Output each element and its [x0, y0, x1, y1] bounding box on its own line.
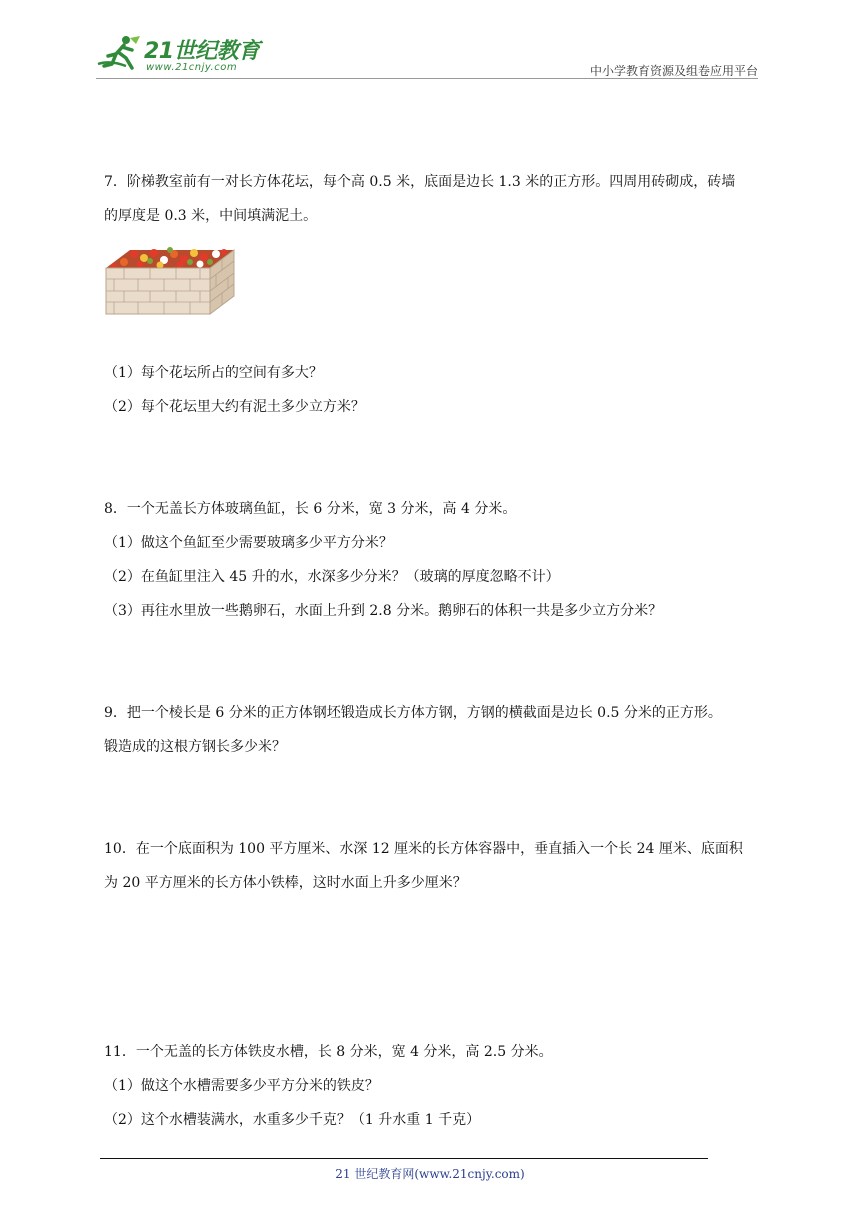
q11-line1: 11．一个无盖的长方体铁皮水槽，长 8 分米，宽 4 分米，高 2.5 分米。	[104, 1044, 553, 1060]
page-header	[96, 28, 758, 80]
q9-line2: 锻造成的这根方钢长多少米？	[104, 739, 286, 755]
q8-line1: 8．一个无盖长方体玻璃鱼缸，长 6 分米，宽 3 分米，高 4 分米。	[104, 501, 517, 517]
flower-bed-image	[104, 242, 236, 316]
q8-sub2: （2）在鱼缸里注入 45 升的水，水深多少分米？（玻璃的厚度忽略不计）	[104, 569, 560, 585]
q7-line2: 的厚度是 0.3 米，中间填满泥土。	[104, 208, 318, 224]
footer-source: 21 世纪教育网(www.21cnjy.com)	[335, 1167, 525, 1181]
site-logo	[96, 28, 266, 80]
q7-sub1: （1）每个花坛所占的空间有多大？	[104, 365, 323, 381]
q10-line2: 为 20 平方厘米的长方体小铁棒，这时水面上升多少厘米？	[104, 875, 467, 891]
q10-line1: 10．在一个底面积为 100 平方厘米、水深 12 厘米的长方体容器中，垂直插入一个长 24 厘米、底面积	[104, 841, 743, 857]
q11-sub1: （1）做这个水槽需要多少平方分米的铁皮？	[104, 1078, 379, 1094]
platform-title: 中小学教育资源及组卷应用平台	[589, 64, 758, 78]
header-divider	[96, 78, 758, 79]
runner-logo-icon	[96, 34, 142, 74]
q9-line1: 9．把一个棱长是 6 分米的正方体钢坯锻造成长方体方钢，方钢的横截面是边长 0.5 分米的正方形。	[104, 705, 722, 721]
q7-line1: 7．阶梯教室前有一对长方体花坛，每个高 0.5 米，底面是边长 1.3 米的正方形。四周用砖砌成，砖墙	[104, 174, 736, 190]
q8-sub3: （3）再往水里放一些鹅卵石，水面上升到 2.8 分米。鹅卵石的体积一共是多少立方分米？	[104, 603, 663, 619]
q11-sub2: （2）这个水槽装满水，水重多少千克？（1 升水重 1 千克）	[104, 1112, 481, 1128]
q7-sub2: （2）每个花坛里大约有泥土多少立方米？	[104, 399, 365, 415]
logo-text: 21世纪教育	[144, 39, 260, 64]
q8-sub1: （1）做这个鱼缸至少需要玻璃多少平方分米？	[104, 535, 393, 551]
footer-divider	[100, 1158, 708, 1159]
logo-url: www.21cnjy.com	[146, 62, 238, 73]
